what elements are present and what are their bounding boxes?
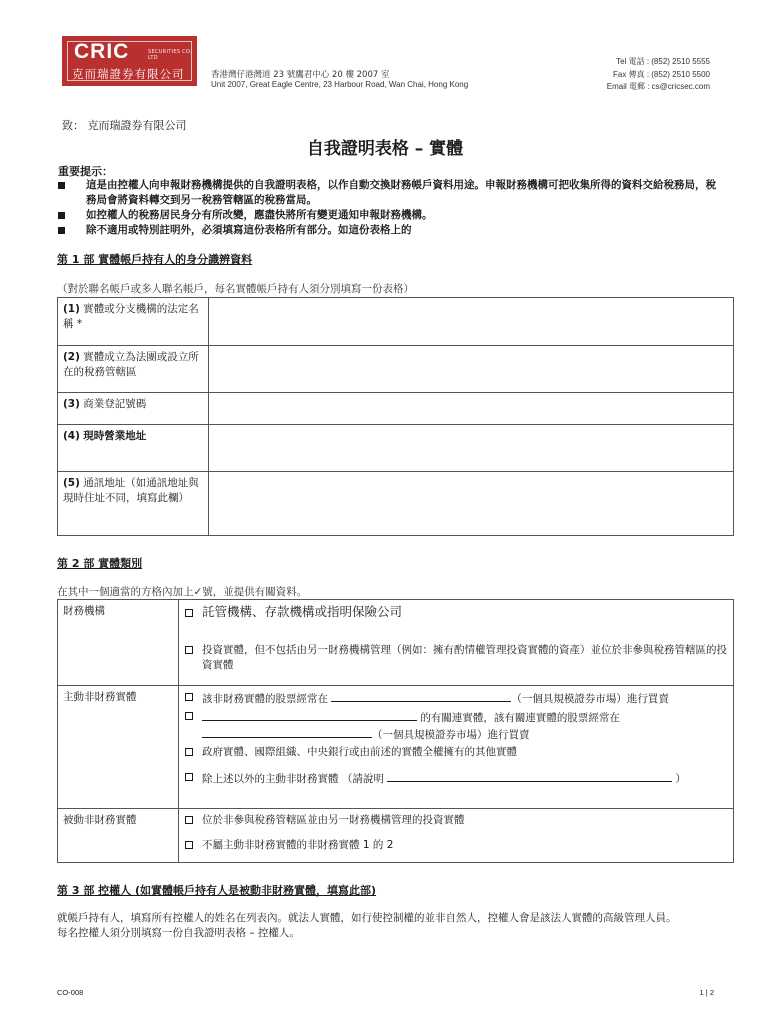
market-blank[interactable] xyxy=(331,690,511,702)
notice-item: 如控權人的稅務居民身分有所改變，應盡快將所有變更通知申報財務機構。 xyxy=(58,208,718,223)
part2-heading: 第 2 部 實體類別 xyxy=(57,557,143,570)
option-government-entity[interactable]: 政府實體、國際組織、中央銀行或由前述的實體全權擁有的其他實體 xyxy=(184,745,728,760)
jurisdiction-field[interactable] xyxy=(209,346,734,393)
address-chinese: 香港灣仔港灣道 23 號鷹君中心 20 樓 2007 室 xyxy=(211,70,390,80)
contact-email: Email 電郵 : cs@cricsec.com xyxy=(606,82,710,91)
option-investment-entity[interactable]: 投資實體，但不包括由另一財務機構管理（例如：擁有酌情權管理投資實體的資產）並位於非參與稅務管轄區的投資實體 xyxy=(184,643,728,673)
logo-tagline: SECURITIES CO. LTD xyxy=(148,49,192,61)
explanation-blank[interactable] xyxy=(387,770,672,782)
checkbox-icon[interactable] xyxy=(185,712,193,720)
checkbox-icon[interactable] xyxy=(185,609,193,617)
category-label: 被動非財務實體 xyxy=(58,809,179,863)
part1-note: （對於聯名帳戶或多人聯名帳戶，每名實體帳戶持有人須分別填寫一份表格） xyxy=(57,283,414,295)
part1-heading: 第 1 部 實體帳戶持有人的身分識辨資料 xyxy=(57,253,253,266)
category-label: 主動非財務實體 xyxy=(58,686,179,809)
entity-blank[interactable] xyxy=(202,709,417,721)
option-other-active-nfe[interactable]: 除上述以外的主動非財務實體 （請說明 ） xyxy=(184,770,728,787)
address-english: Unit 2007, Great Eagle Centre, 23 Harbour Road, Wan Chai, Hong Kong xyxy=(211,80,469,89)
page-number: 1 | 2 xyxy=(699,988,714,997)
field-label: (5) 通訊地址（如通訊地址與現時住址不同，填寫此欄） xyxy=(58,472,209,536)
category-options xyxy=(179,600,734,686)
checkbox-icon[interactable] xyxy=(185,693,193,701)
square-bullet-icon xyxy=(58,212,65,219)
option-custodial[interactable]: 託管機構、存款機構或指明保險公司 xyxy=(184,604,728,619)
category-options xyxy=(179,809,734,863)
notice-item: 這是由控權人向申報財務機構提供的自我證明表格，以作自動交換財務帳戶資料用途。申報財務機構可把收集所得的資料交給稅務局，稅務局會將資料轉交到另一稅務管轄區的稅務當局。 xyxy=(58,178,718,208)
category-options xyxy=(179,686,734,809)
page-title: 自我證明表格 – 實體 xyxy=(306,139,464,159)
option-listed-nfe[interactable]: 該非財務實體的股票經常在 （一個具規模證券市場）進行買賣 xyxy=(184,690,728,707)
field-label: (4) 現時營業地址 xyxy=(58,425,209,472)
contact-tel: Tel 電話 : (852) 2510 5555 xyxy=(616,57,710,66)
checkbox-icon[interactable] xyxy=(185,773,193,781)
table-row xyxy=(58,393,734,425)
business-registration-field[interactable] xyxy=(209,393,734,425)
table-row xyxy=(58,686,734,809)
addressee-line: 致： 克而瑞證券有限公司 xyxy=(62,119,187,132)
part3-paragraph: 每名控權人須分別填寫一份自我證明表格 – 控權人。 xyxy=(57,927,300,939)
part3-text xyxy=(57,911,727,941)
market-blank[interactable] xyxy=(202,726,372,738)
notice-heading: 重要提示： xyxy=(58,165,113,178)
legal-name-field[interactable] xyxy=(209,298,734,346)
field-label: (3) 商業登記號碼 xyxy=(58,393,209,425)
table-row xyxy=(58,346,734,393)
table-row xyxy=(58,472,734,536)
option-non-active-nfe[interactable]: 不屬主動非財務實體的非財務實體 1 的 2 xyxy=(184,838,728,853)
part3-paragraph: 就帳戶持有人，填寫所有控權人的姓名在列表內。就法人實體，如行使控制權的並非自然人，控權人會是該法人實體的高級管理人員。 xyxy=(57,912,677,924)
notice-list xyxy=(58,178,718,238)
category-label: 財務機構 xyxy=(58,600,179,686)
table-row xyxy=(58,298,734,346)
table-row xyxy=(58,600,734,686)
checkbox-icon[interactable] xyxy=(185,841,193,849)
table-row xyxy=(58,809,734,863)
mailing-address-field[interactable] xyxy=(209,472,734,536)
contact-fax: Fax 傳真 : (852) 2510 5500 xyxy=(613,69,710,79)
logo-mark: CRIC xyxy=(74,40,130,63)
contact-block xyxy=(607,56,710,94)
logo-chinese-name: 克而瑞證券有限公司 xyxy=(72,67,185,81)
field-label: (1) 實體或分支機構的法定名稱 * xyxy=(58,298,209,346)
checkbox-icon[interactable] xyxy=(185,646,193,654)
checkbox-icon[interactable] xyxy=(185,748,193,756)
notice-item: 除不適用或特別註明外，必須填寫這份表格所有部分。如這份表格上的 xyxy=(58,223,718,238)
entity-type-table xyxy=(57,599,734,863)
option-passive-investment[interactable]: 位於非參與稅務管轄區並由另一財務機構管理的投資實體 xyxy=(184,813,728,828)
option-related-entity[interactable]: 的有關連實體，該有關連實體的股票經常在 （一個具規模證券市場）進行買賣 xyxy=(184,709,728,743)
field-label: (2) 實體成立為法團或設立所在的稅務管轄區 xyxy=(58,346,209,393)
part2-note: 在其中一個適當的方格內加上✓號，並提供有關資料。 xyxy=(57,586,308,598)
table-row xyxy=(58,425,734,472)
form-code: CO-008 xyxy=(57,988,84,997)
checkbox-icon[interactable] xyxy=(185,816,193,824)
part3-heading: 第 3 部 控權人 (如實體帳戶持有人是被動非財務實體，填寫此部) xyxy=(57,884,377,897)
square-bullet-icon xyxy=(58,182,65,189)
company-logo xyxy=(62,36,197,86)
square-bullet-icon xyxy=(58,227,65,234)
business-address-field[interactable] xyxy=(209,425,734,472)
entity-identification-table xyxy=(57,297,734,536)
